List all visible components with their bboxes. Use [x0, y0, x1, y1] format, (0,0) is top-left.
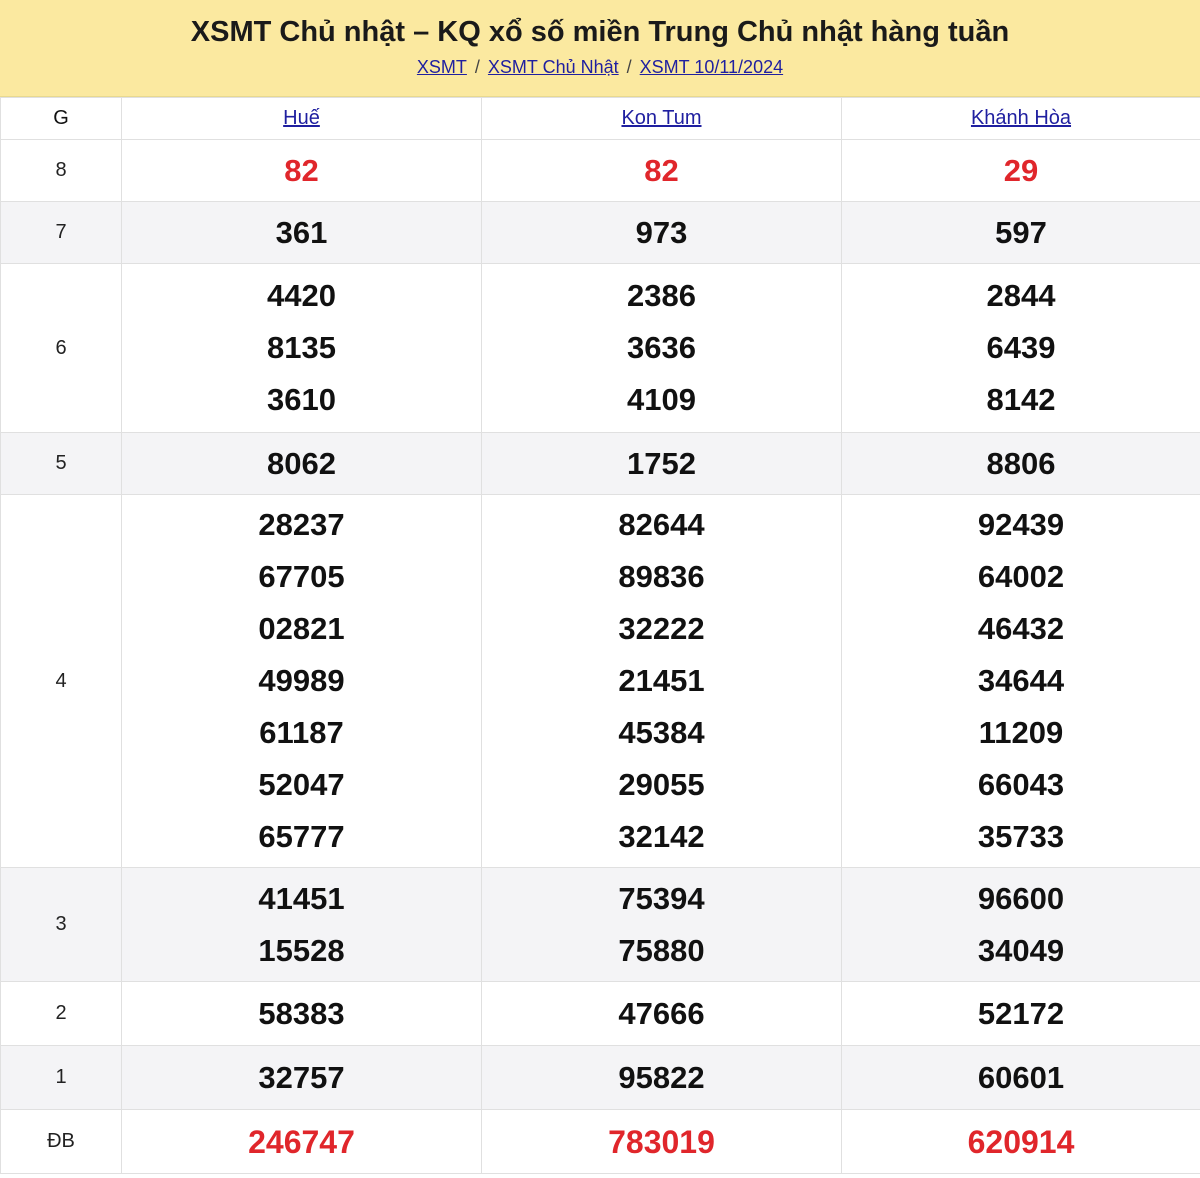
table-header-row [1, 98, 1200, 140]
prize-tier-label: 5 [1, 433, 122, 495]
prize-number: 2844 [986, 278, 1056, 313]
prize-number: 75394 [618, 880, 705, 916]
prize-number: 1752 [627, 445, 696, 481]
prize-number: 6439 [986, 330, 1056, 365]
prize-tier-label: 6 [1, 264, 122, 433]
column-header-province [122, 98, 482, 140]
prize-cell [482, 495, 842, 868]
prize-tier-label: 3 [1, 868, 122, 982]
province-link-khanh-hoa[interactable]: Khánh Hòa [970, 107, 1072, 129]
prize-number: 32757 [258, 1059, 345, 1095]
prize-cell [842, 495, 1200, 868]
prize-cell [122, 433, 482, 495]
prize-number: 35733 [977, 819, 1065, 854]
prize-cell [482, 1046, 842, 1110]
prize-cell [482, 868, 842, 982]
prize-number: 34049 [977, 932, 1065, 968]
prize-cell [842, 868, 1200, 982]
prize-number: 52172 [977, 995, 1065, 1031]
prize-number: 92439 [977, 507, 1065, 542]
prize-tier-label: 8 [1, 140, 122, 202]
prize-number: 973 [635, 214, 688, 250]
page-header [0, 0, 1200, 97]
prize-number: 95822 [618, 1059, 705, 1095]
table-row [1, 202, 1200, 264]
prize-number: 8062 [267, 445, 336, 481]
prize-number: 15528 [258, 932, 345, 968]
prize-number: 32142 [618, 819, 705, 854]
prize-cell [122, 982, 482, 1046]
breadcrumb-separator: / [474, 57, 480, 77]
prize-number: 3610 [267, 382, 336, 417]
column-header-g: G [1, 98, 122, 140]
prize-number: 89836 [618, 559, 705, 594]
prize-number: 21451 [618, 663, 705, 698]
breadcrumb [0, 56, 1200, 78]
prize-cell [842, 1110, 1200, 1174]
table-row [1, 1110, 1200, 1174]
prize-number: 45384 [618, 715, 705, 750]
province-link-hue[interactable]: Huế [283, 107, 320, 129]
prize-number: 4420 [267, 278, 336, 313]
prize-number: 29055 [618, 767, 705, 802]
table-row [1, 140, 1200, 202]
prize-number: 28237 [258, 507, 345, 542]
special-prize-number: 783019 [608, 1123, 715, 1160]
prize-tier-label: 2 [1, 982, 122, 1046]
prize-tier-label: ĐB [1, 1110, 122, 1174]
prize-cell [842, 982, 1200, 1046]
prize-cell [842, 140, 1200, 202]
prize-cell [482, 1110, 842, 1174]
page-title: XSMT Chủ nhật – KQ xổ số miền Trung Chủ nhật hàng tuần [190, 16, 1010, 48]
prize-tier-label: 7 [1, 202, 122, 264]
prize-number: 75880 [618, 932, 705, 968]
prize-cell [482, 140, 842, 202]
prize-number: 11209 [978, 715, 1064, 750]
prize-cell [122, 1046, 482, 1110]
breadcrumb-separator: / [626, 57, 632, 77]
prize-number: 65777 [258, 819, 345, 854]
prize-number: 47666 [618, 995, 705, 1031]
breadcrumb-xsmt-chu-nhat-link[interactable]: XSMT Chủ Nhật [487, 57, 619, 77]
prize-number: 597 [995, 214, 1047, 250]
prize-number: 82644 [618, 507, 705, 542]
prize-number: 02821 [258, 611, 345, 646]
prize-number: 64002 [977, 559, 1065, 594]
prize-cell [122, 495, 482, 868]
prize-cell [482, 264, 842, 433]
prize-cell [482, 202, 842, 264]
prize-cell [122, 202, 482, 264]
prize-number: 96600 [977, 880, 1065, 916]
table-row [1, 495, 1200, 868]
prize-number: 2386 [627, 278, 696, 313]
prize-cell [122, 140, 482, 202]
table-row [1, 1046, 1200, 1110]
table-row [1, 868, 1200, 982]
prize-number: 61187 [259, 715, 344, 750]
prize-number: 49989 [258, 663, 345, 698]
prize-cell [122, 1110, 482, 1174]
table-row [1, 982, 1200, 1046]
prize-tier-label: 1 [1, 1046, 122, 1110]
prize-number: 46432 [977, 611, 1065, 646]
table-row [1, 264, 1200, 433]
special-prize-number: 246747 [248, 1123, 355, 1160]
prize-number: 8806 [986, 445, 1056, 481]
column-header-province [482, 98, 842, 140]
prize-number: 34644 [977, 663, 1065, 698]
prize-cell [122, 868, 482, 982]
prize-number: 66043 [977, 767, 1065, 802]
prize-number: 8142 [986, 382, 1056, 417]
table-row [1, 433, 1200, 495]
prize-cell [842, 202, 1200, 264]
prize-cell [482, 982, 842, 1046]
prize-number: 82 [644, 152, 679, 188]
prize-cell [842, 1046, 1200, 1110]
prize-number: 67705 [258, 559, 345, 594]
breadcrumb-xsmt-date-link[interactable]: XSMT 10/11/2024 [639, 57, 784, 77]
prize-number: 41451 [258, 880, 345, 916]
results-table [0, 97, 1200, 1174]
prize-cell [482, 433, 842, 495]
results-body [1, 140, 1200, 1174]
prize-cell [842, 264, 1200, 433]
prize-number: 58383 [258, 995, 345, 1031]
special-prize-number: 620914 [967, 1123, 1075, 1160]
prize-number: 82 [284, 152, 319, 188]
prize-number: 32222 [618, 611, 705, 646]
prize-number: 29 [1003, 152, 1039, 188]
prize-number: 8135 [267, 330, 336, 365]
prize-cell [842, 433, 1200, 495]
prize-number: 361 [275, 214, 328, 250]
province-link-kon-tum[interactable]: Kon Tum [621, 107, 702, 129]
prize-cell [122, 264, 482, 433]
prize-number: 60601 [977, 1059, 1065, 1095]
prize-tier-label: 4 [1, 495, 122, 868]
prize-number: 4109 [627, 382, 696, 417]
column-header-province [842, 98, 1200, 140]
breadcrumb-xsmt-link[interactable]: XSMT [416, 57, 467, 77]
prize-number: 3636 [627, 330, 696, 365]
prize-number: 52047 [258, 767, 345, 802]
